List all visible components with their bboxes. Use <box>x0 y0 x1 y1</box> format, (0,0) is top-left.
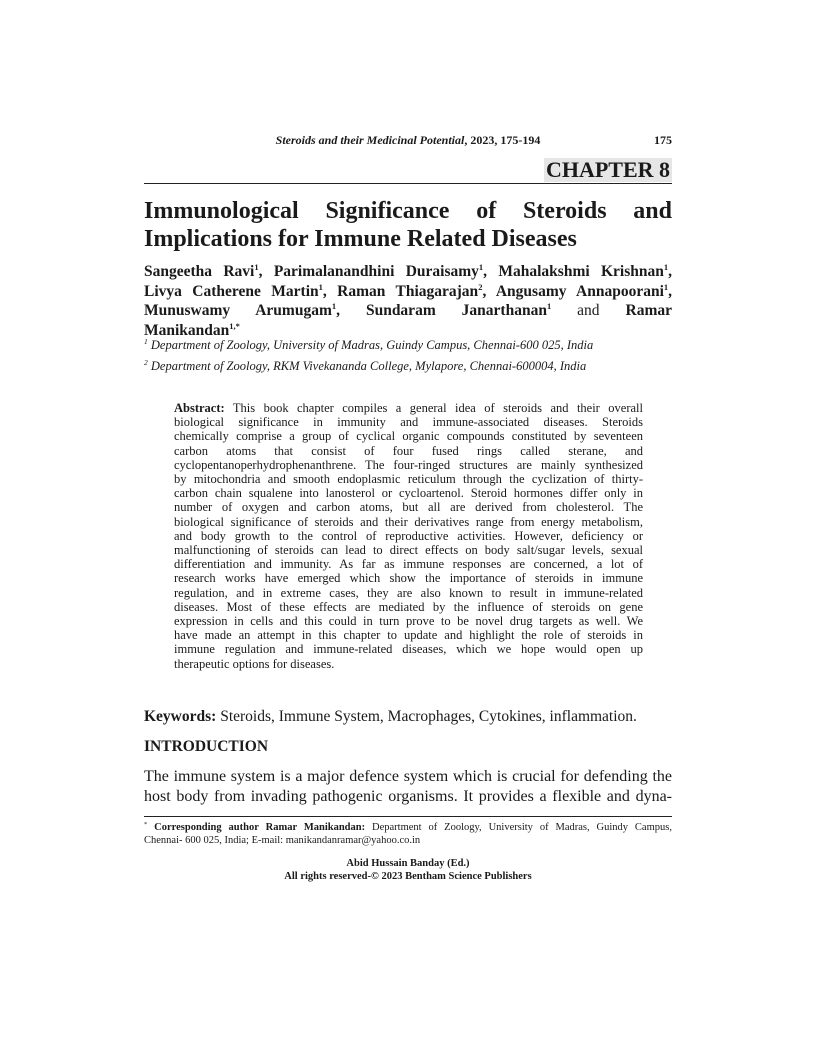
abstract-line: therapeutic options for diseases. <box>174 656 335 671</box>
author-name: Munuswamy Arumugam <box>144 302 332 320</box>
abstract-label: Abstract: <box>174 401 225 415</box>
abstract-line: diseases. Most of these effects are mediated by the influence of steroids on gene <box>174 599 643 614</box>
author-affil-mark: 1,* <box>229 320 240 331</box>
author-name: Angusamy Annapoorani <box>495 282 664 300</box>
chapter-label: CHAPTER 8 <box>545 157 670 182</box>
author-name-part: Manikandan <box>144 321 230 339</box>
author-affil-mark: 1 <box>254 262 259 272</box>
footnote-rule <box>144 816 672 817</box>
keywords-label: Keywords: <box>144 708 217 725</box>
author-name: Mahalakshmi Krishnan <box>498 263 664 280</box>
running-title <box>144 133 672 148</box>
author-affil-mark: 1 <box>663 262 669 272</box>
separator: , <box>483 263 488 280</box>
separator: , <box>668 282 673 300</box>
abstract-line: carbon atoms that consist of four fused rings called sterane, and <box>174 443 643 458</box>
author-name: Parimalanandhini Duraisamy <box>273 263 479 280</box>
abstract-line: biological significance in immunity and immune-associated diseases. Steroids <box>174 415 643 430</box>
separator: , <box>336 302 340 320</box>
chapter-title-line-2: Implications for Immune Related Diseases <box>144 226 577 252</box>
affiliation-text: Department of Zoology, University of Madras, Guindy Campus, Chennai-600 025, India <box>150 338 594 352</box>
keywords-text: Steroids, Immune System, Macrophages, Cytokines, inflammation. <box>216 708 637 725</box>
abstract-line: regulation, and in extreme cases, they are also known to result in immune-related <box>174 585 643 600</box>
abstract-line: and body growth to the control of reproductive activities. However, deficiency or <box>174 528 643 543</box>
author-name: Sundaram Janarthanan <box>365 302 547 320</box>
abstract-line: have made an attempt in this chapter to update and highlight the role of steroids in <box>174 628 643 643</box>
author-name: Sangeetha Ravi <box>144 263 255 280</box>
chapter-title <box>144 197 672 253</box>
author-line-1 <box>144 262 672 282</box>
author-affil-mark: 1 <box>331 301 337 312</box>
abstract-line: expression in cells and this could in turn prove to be novel drug targets as well. We <box>174 614 643 629</box>
abstract-line: biological significance of steroids and their derivatives range from energy metabolism, <box>174 514 643 529</box>
abstract-line: differentiation and immunity. As far as immune responses are concerned, a lot of <box>174 557 643 572</box>
affiliation-mark: 2 <box>144 358 148 367</box>
author-name-part: Ramar <box>625 302 672 320</box>
journal-title: Steroids and their Medicinal Potential <box>275 133 465 147</box>
body-line: The immune system is a major defence system which is crucial for defending the <box>144 768 672 785</box>
abstract-line: malfunctioning of steroids can lead to direct effects on body salt/sugar levels, sexual <box>174 543 643 558</box>
abstract-line: research works have emerged which show the importance of steroids in immune <box>174 571 643 586</box>
chapter-title-line-1: Immunological Significance of Steroids and <box>144 198 672 224</box>
page-number: 175 <box>654 133 672 147</box>
abstract-line: immune regulation and immune-related diseases, which we hope would open up <box>174 642 643 657</box>
author-affil-mark: 1 <box>318 281 323 292</box>
keywords <box>144 708 672 726</box>
chapter-rule <box>144 183 672 184</box>
separator: , <box>668 263 673 280</box>
footnote-mark: * <box>144 821 148 828</box>
abstract-line: number of oxygen and carbon atoms, but all are derived from cholesterol. The <box>174 500 643 515</box>
abstract-line: chemically comprise a group of cyclical organic compounds constituted by seventeen <box>174 429 643 444</box>
abstract-line: cyclopentanoperhydrophenanthrene. The four-ringed structures are mainly synthesized <box>174 457 643 472</box>
author-list <box>144 262 672 340</box>
abstract <box>174 401 643 671</box>
author-line-2 <box>144 282 672 302</box>
separator: , <box>322 282 327 300</box>
author-affil-mark: 1 <box>478 262 484 272</box>
rights-line: All rights reserved-© 2023 Bentham Science Publishers <box>284 870 532 882</box>
imprint <box>144 858 672 883</box>
author-and: and <box>577 302 600 320</box>
footnote-line <box>144 821 672 834</box>
abstract-line <box>174 401 643 415</box>
footnote-label: Corresponding author Ramar Manikandan: <box>147 822 366 833</box>
author-affil-mark: 1 <box>546 301 552 312</box>
abstract-line: by mitochondria and smooth endoplasmic reticulum through the cyclization of thirty- <box>174 472 643 487</box>
introduction-paragraph <box>144 767 672 807</box>
author-affil-mark: 2 <box>478 281 483 292</box>
journal-year-pages: , 2023, 175-194 <box>464 133 541 147</box>
separator: , <box>482 282 487 300</box>
author-line-3 <box>144 301 672 321</box>
body-line: host body from invading pathogenic organisms. It provides a flexible and dyna- <box>144 788 672 805</box>
affiliation-1 <box>144 338 672 353</box>
separator: , <box>258 263 263 280</box>
abstract-text: This book chapter compiles a general idea of steroids and their overall <box>224 401 643 415</box>
section-heading: INTRODUCTION <box>144 738 269 755</box>
affiliation-mark: 1 <box>144 337 148 346</box>
author-name: Raman Thiagarajan <box>337 282 479 300</box>
footnote-line: Chennai- 600 025, India; E-mail: manikandanramar@yahoo.co.in <box>144 835 421 846</box>
running-head <box>144 133 672 149</box>
affiliation-2 <box>144 359 672 374</box>
footnote <box>144 821 672 847</box>
editor-line: Abid Hussain Banday (Ed.) <box>346 858 470 869</box>
affiliation-text: Department of Zoology, RKM Vivekananda College, Mylapore, Chennai-600004, India <box>150 359 587 373</box>
author-affil-mark: 1 <box>663 281 669 292</box>
author-name: Livya Catherene Martin <box>144 282 319 300</box>
abstract-line: carbon chain squalene into lanosterol or cycloartenol. Steroid hormones differ only in <box>174 486 643 501</box>
footnote-text: Department of Zoology, University of Madras, Guindy Campus, <box>365 822 672 833</box>
